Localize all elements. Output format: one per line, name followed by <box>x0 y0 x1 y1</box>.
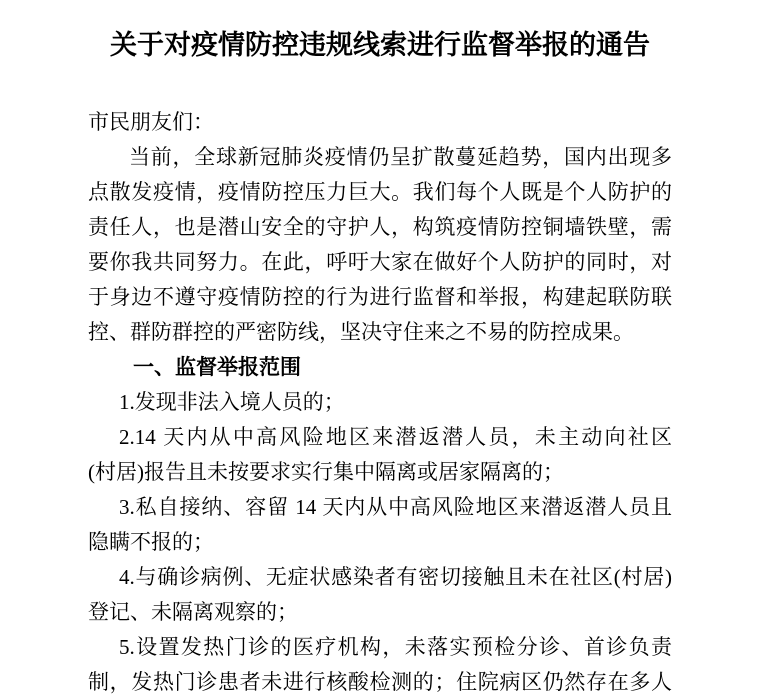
document-body <box>88 105 672 699</box>
doc-line: 一、监督举报范围 <box>133 355 301 379</box>
doc-line: 隐瞒不报的； <box>88 530 214 554</box>
doc-line: 3.私自接纳、容留 14 天内从中高风险地区来潜返潜人员且 <box>119 495 672 519</box>
doc-line: 点散发疫情，疫情防控压力巨大。我们每个人既是个人防护的 <box>88 180 672 204</box>
doc-line: 1.发现非法入境人员的； <box>119 390 345 414</box>
doc-line: 2.14 天内从中高风险地区来潜返潜人员，未主动向社区 <box>119 425 672 449</box>
doc-line: 当前，全球新冠肺炎疫情仍呈扩散蔓延趋势，国内出现多 <box>129 145 672 169</box>
doc-line: (村居)报告且未按要求实行集中隔离或居家隔离的； <box>88 460 564 484</box>
doc-line: 登记、未隔离观察的； <box>88 600 298 624</box>
doc-line: 4.与确诊病例、无症状感染者有密切接触且未在社区(村居) <box>119 565 672 589</box>
doc-line: 5.设置发热门诊的医疗机构，未落实预检分诊、首诊负责 <box>119 635 672 659</box>
document-title: 关于对疫情防控违规线索进行监督举报的通告 <box>110 30 650 60</box>
doc-line: 要你我共同努力。在此，呼吁大家在做好个人防护的同时，对 <box>88 250 672 274</box>
doc-line: 责任人，也是潜山安全的守护人，构筑疫情防控铜墙铁壁，需 <box>88 215 672 239</box>
doc-line: 制，发热门诊患者未进行核酸检测的；住院病区仍然存在多人 <box>88 670 672 694</box>
doc-line: 市民朋友们： <box>88 110 214 134</box>
doc-line: 于身边不遵守疫情防控的行为进行监督和举报，构建起联防联 <box>88 285 672 309</box>
doc-line: 控、群防群控的严密防线，坚决守住来之不易的防控成果。 <box>88 320 634 344</box>
